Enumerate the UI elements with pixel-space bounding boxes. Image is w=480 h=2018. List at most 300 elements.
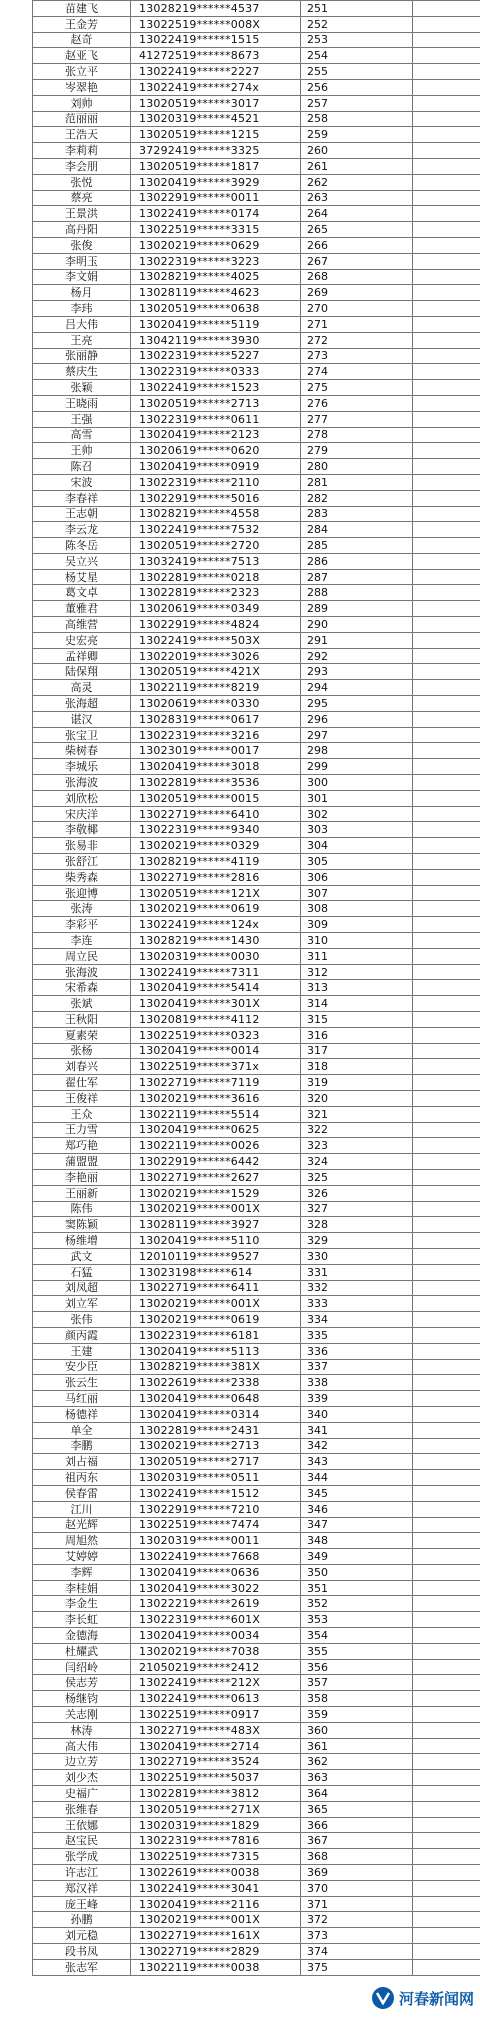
name-cell: 江川	[33, 1501, 131, 1517]
serial-number-cell: 293	[301, 664, 413, 680]
id-number-cell: 13020419******0014	[131, 1043, 301, 1059]
id-number-cell: 13020319******0511	[131, 1470, 301, 1486]
table-row	[33, 111, 480, 127]
empty-cell	[413, 1264, 480, 1280]
id-number-cell: 13022419******1512	[131, 1485, 301, 1501]
id-number-cell: 13022719******6411	[131, 1280, 301, 1296]
serial-number-cell: 301	[301, 790, 413, 806]
serial-number-cell: 286	[301, 553, 413, 569]
name-cell: 李城乐	[33, 759, 131, 775]
serial-number-cell: 285	[301, 538, 413, 554]
empty-cell	[413, 1248, 480, 1264]
id-number-cell: 13028119******4623	[131, 285, 301, 301]
name-cell: 王浩天	[33, 127, 131, 143]
table-row	[33, 253, 480, 269]
name-cell: 董雅君	[33, 601, 131, 617]
table-row	[33, 158, 480, 174]
name-cell: 刘少杰	[33, 1770, 131, 1786]
id-number-cell: 13022619******2338	[131, 1375, 301, 1391]
id-number-cell: 13022919******5016	[131, 490, 301, 506]
serial-number-cell: 305	[301, 854, 413, 870]
id-number-cell: 13022719******483X	[131, 1722, 301, 1738]
name-cell: 侯春雷	[33, 1485, 131, 1501]
table-row	[33, 143, 480, 159]
empty-cell	[413, 1675, 480, 1691]
table-row	[33, 1327, 480, 1343]
serial-number-cell: 276	[301, 395, 413, 411]
serial-number-cell: 260	[301, 143, 413, 159]
empty-cell	[413, 474, 480, 490]
empty-cell	[413, 1406, 480, 1422]
table-row	[33, 648, 480, 664]
empty-cell	[413, 364, 480, 380]
serial-number-cell: 349	[301, 1549, 413, 1565]
serial-number-cell: 294	[301, 680, 413, 696]
id-number-cell: 13022419******0174	[131, 206, 301, 222]
id-number-cell: 13020219******3616	[131, 1090, 301, 1106]
table-row	[33, 1233, 480, 1249]
serial-number-cell: 277	[301, 411, 413, 427]
table-row	[33, 1043, 480, 1059]
empty-cell	[413, 79, 480, 95]
name-cell: 张舒江	[33, 854, 131, 870]
table-row	[33, 1406, 480, 1422]
serial-number-cell: 280	[301, 459, 413, 475]
name-cell: 张云生	[33, 1375, 131, 1391]
id-number-cell: 13020219******001X	[131, 1296, 301, 1312]
serial-number-cell: 273	[301, 348, 413, 364]
table-row	[33, 48, 480, 64]
table-row	[33, 1027, 480, 1043]
serial-number-cell: 263	[301, 190, 413, 206]
empty-cell	[413, 1738, 480, 1754]
name-cell: 史宏亮	[33, 632, 131, 648]
serial-number-cell: 333	[301, 1296, 413, 1312]
serial-number-cell: 370	[301, 1880, 413, 1896]
empty-cell	[413, 411, 480, 427]
table-row	[33, 1154, 480, 1170]
name-cell: 武文	[33, 1248, 131, 1264]
table-row	[33, 1185, 480, 1201]
id-number-cell: 13022419******2227	[131, 64, 301, 80]
empty-cell	[413, 1643, 480, 1659]
table-row	[33, 1770, 480, 1786]
serial-number-cell: 322	[301, 1122, 413, 1138]
name-cell: 刘元稳	[33, 1928, 131, 1944]
serial-number-cell: 299	[301, 759, 413, 775]
name-cell: 张悦	[33, 174, 131, 190]
name-cell: 周立民	[33, 948, 131, 964]
empty-cell	[413, 1770, 480, 1786]
table-row	[33, 474, 480, 490]
table-row	[33, 443, 480, 459]
name-cell: 张迎博	[33, 885, 131, 901]
id-number-cell: 13020419******2714	[131, 1738, 301, 1754]
name-cell: 张丽静	[33, 348, 131, 364]
name-cell: 许志江	[33, 1865, 131, 1881]
table-row	[33, 759, 480, 775]
empty-cell	[413, 16, 480, 32]
id-number-cell: 13022719******2829	[131, 1944, 301, 1960]
id-number-cell: 13020419******5119	[131, 316, 301, 332]
empty-cell	[413, 1122, 480, 1138]
serial-number-cell: 264	[301, 206, 413, 222]
id-number-cell: 13028319******0617	[131, 711, 301, 727]
name-cell: 张涛	[33, 901, 131, 917]
id-number-cell: 13020219******2713	[131, 1438, 301, 1454]
id-number-cell: 13028219******1430	[131, 933, 301, 949]
empty-cell	[413, 237, 480, 253]
table-row	[33, 1564, 480, 1580]
serial-number-cell: 295	[301, 696, 413, 712]
empty-cell	[413, 1628, 480, 1644]
empty-cell	[413, 1959, 480, 1975]
name-cell: 杜耀武	[33, 1643, 131, 1659]
empty-cell	[413, 838, 480, 854]
id-number-cell: 13020419******5113	[131, 1343, 301, 1359]
roster-table-body	[33, 1, 480, 1976]
name-cell: 范丽丽	[33, 111, 131, 127]
table-row	[33, 901, 480, 917]
empty-cell	[413, 585, 480, 601]
id-number-cell: 13022419******1515	[131, 32, 301, 48]
empty-cell	[413, 1944, 480, 1960]
empty-cell	[413, 459, 480, 475]
serial-number-cell: 358	[301, 1691, 413, 1707]
table-row	[33, 1296, 480, 1312]
table-row	[33, 1801, 480, 1817]
table-row	[33, 222, 480, 238]
empty-cell	[413, 617, 480, 633]
empty-cell	[413, 696, 480, 712]
serial-number-cell: 359	[301, 1707, 413, 1723]
table-row	[33, 569, 480, 585]
empty-cell	[413, 1438, 480, 1454]
name-cell: 张杨	[33, 1043, 131, 1059]
name-cell: 夏素荣	[33, 1027, 131, 1043]
empty-cell	[413, 569, 480, 585]
id-number-cell: 13028219******4558	[131, 506, 301, 522]
name-cell: 刘帅	[33, 95, 131, 111]
id-number-cell: 13022419******7311	[131, 964, 301, 980]
empty-cell	[413, 1359, 480, 1375]
site-logo-icon	[371, 1986, 395, 2010]
name-cell: 李春祥	[33, 490, 131, 506]
serial-number-cell: 254	[301, 48, 413, 64]
empty-cell	[413, 1691, 480, 1707]
name-cell: 李明玉	[33, 253, 131, 269]
id-number-cell: 13022719******3524	[131, 1754, 301, 1770]
empty-cell	[413, 1722, 480, 1738]
empty-cell	[413, 1327, 480, 1343]
roster-table-wrapper	[32, 0, 480, 1976]
serial-number-cell: 296	[301, 711, 413, 727]
empty-cell	[413, 648, 480, 664]
empty-cell	[413, 727, 480, 743]
id-number-cell: 13022119******0038	[131, 1959, 301, 1975]
empty-cell	[413, 1596, 480, 1612]
name-cell: 吴立兴	[33, 553, 131, 569]
table-row	[33, 174, 480, 190]
id-number-cell: 13022519******7315	[131, 1849, 301, 1865]
id-number-cell: 13020219******0619	[131, 901, 301, 917]
id-number-cell: 13020419******0648	[131, 1391, 301, 1407]
name-cell: 谌汉	[33, 711, 131, 727]
empty-cell	[413, 1043, 480, 1059]
serial-number-cell: 343	[301, 1454, 413, 1470]
name-cell: 苗建飞	[33, 1, 131, 17]
name-cell: 艾婷婷	[33, 1549, 131, 1565]
table-row	[33, 696, 480, 712]
name-cell: 王强	[33, 411, 131, 427]
id-number-cell: 13022819******2431	[131, 1422, 301, 1438]
serial-number-cell: 335	[301, 1327, 413, 1343]
empty-cell	[413, 869, 480, 885]
id-number-cell: 13022819******0218	[131, 569, 301, 585]
id-number-cell: 13020419******5110	[131, 1233, 301, 1249]
serial-number-cell: 308	[301, 901, 413, 917]
table-row	[33, 727, 480, 743]
empty-cell	[413, 1896, 480, 1912]
empty-cell	[413, 158, 480, 174]
id-number-cell: 13020519******2713	[131, 395, 301, 411]
name-cell: 郑巧艳	[33, 1138, 131, 1154]
table-row	[33, 1833, 480, 1849]
serial-number-cell: 368	[301, 1849, 413, 1865]
id-number-cell: 13020519******2717	[131, 1454, 301, 1470]
empty-cell	[413, 506, 480, 522]
serial-number-cell: 282	[301, 490, 413, 506]
serial-number-cell: 300	[301, 775, 413, 791]
name-cell: 王帅	[33, 443, 131, 459]
table-row	[33, 885, 480, 901]
id-number-cell: 13022519******0917	[131, 1707, 301, 1723]
serial-number-cell: 355	[301, 1643, 413, 1659]
empty-cell	[413, 1138, 480, 1154]
empty-cell	[413, 1012, 480, 1028]
serial-number-cell: 354	[301, 1628, 413, 1644]
serial-number-cell: 274	[301, 364, 413, 380]
table-row	[33, 348, 480, 364]
id-number-cell: 13020419******0636	[131, 1564, 301, 1580]
site-watermark	[371, 1986, 474, 2010]
serial-number-cell: 348	[301, 1533, 413, 1549]
id-number-cell: 13020419******2123	[131, 427, 301, 443]
serial-number-cell: 326	[301, 1185, 413, 1201]
id-number-cell: 13022519******008X	[131, 16, 301, 32]
serial-number-cell: 344	[301, 1470, 413, 1486]
id-number-cell: 13022319******7816	[131, 1833, 301, 1849]
table-row	[33, 1438, 480, 1454]
id-number-cell: 13028219******381X	[131, 1359, 301, 1375]
serial-number-cell: 345	[301, 1485, 413, 1501]
empty-cell	[413, 1422, 480, 1438]
name-cell: 李连	[33, 933, 131, 949]
empty-cell	[413, 538, 480, 554]
table-row	[33, 127, 480, 143]
empty-cell	[413, 1312, 480, 1328]
table-row	[33, 1659, 480, 1675]
table-row	[33, 1075, 480, 1091]
serial-number-cell: 356	[301, 1659, 413, 1675]
empty-cell	[413, 1280, 480, 1296]
serial-number-cell: 315	[301, 1012, 413, 1028]
id-number-cell: 13032419******7513	[131, 553, 301, 569]
id-number-cell: 13020519******121X	[131, 885, 301, 901]
empty-cell	[413, 1375, 480, 1391]
table-row	[33, 269, 480, 285]
name-cell: 李彩平	[33, 917, 131, 933]
name-cell: 宋希森	[33, 980, 131, 996]
id-number-cell: 12010119******9527	[131, 1248, 301, 1264]
name-cell: 张维春	[33, 1801, 131, 1817]
name-cell: 李鹏	[33, 1438, 131, 1454]
id-number-cell: 13020219******7038	[131, 1643, 301, 1659]
name-cell: 张宝卫	[33, 727, 131, 743]
id-number-cell: 13020419******3018	[131, 759, 301, 775]
name-cell: 李桂娟	[33, 1580, 131, 1596]
id-number-cell: 41272519******8673	[131, 48, 301, 64]
empty-cell	[413, 1912, 480, 1928]
table-row	[33, 1643, 480, 1659]
table-row	[33, 1944, 480, 1960]
empty-cell	[413, 1928, 480, 1944]
empty-cell	[413, 1296, 480, 1312]
name-cell: 李辉	[33, 1564, 131, 1580]
id-number-cell: 13028119******3927	[131, 1217, 301, 1233]
table-row	[33, 1470, 480, 1486]
table-row	[33, 1612, 480, 1628]
id-number-cell: 21050219******2412	[131, 1659, 301, 1675]
empty-cell	[413, 790, 480, 806]
serial-number-cell: 307	[301, 885, 413, 901]
empty-cell	[413, 127, 480, 143]
table-row	[33, 1248, 480, 1264]
serial-number-cell: 292	[301, 648, 413, 664]
table-row	[33, 490, 480, 506]
name-cell: 杨艾星	[33, 569, 131, 585]
name-cell: 段书凤	[33, 1944, 131, 1960]
table-row	[33, 538, 480, 554]
serial-number-cell: 310	[301, 933, 413, 949]
table-row	[33, 1454, 480, 1470]
empty-cell	[413, 996, 480, 1012]
id-number-cell: 13020219******0329	[131, 838, 301, 854]
name-cell: 赵亚飞	[33, 48, 131, 64]
name-cell: 王建	[33, 1343, 131, 1359]
name-cell: 蒲盟盟	[33, 1154, 131, 1170]
serial-number-cell: 321	[301, 1106, 413, 1122]
empty-cell	[413, 190, 480, 206]
name-cell: 王众	[33, 1106, 131, 1122]
table-row	[33, 427, 480, 443]
table-row	[33, 775, 480, 791]
id-number-cell: 13020819******4112	[131, 1012, 301, 1028]
table-row	[33, 1280, 480, 1296]
empty-cell	[413, 1533, 480, 1549]
serial-number-cell: 291	[301, 632, 413, 648]
empty-cell	[413, 743, 480, 759]
id-number-cell: 13020319******4521	[131, 111, 301, 127]
empty-cell	[413, 1233, 480, 1249]
id-number-cell: 13022719******7119	[131, 1075, 301, 1091]
id-number-cell: 13020419******301X	[131, 996, 301, 1012]
id-number-cell: 13020419******3929	[131, 174, 301, 190]
name-cell: 李文娟	[33, 269, 131, 285]
id-number-cell: 13022119******5514	[131, 1106, 301, 1122]
empty-cell	[413, 1201, 480, 1217]
id-number-cell: 13022719******2816	[131, 869, 301, 885]
id-number-cell: 13022519******371x	[131, 1059, 301, 1075]
table-row	[33, 617, 480, 633]
table-row	[33, 1928, 480, 1944]
serial-number-cell: 266	[301, 237, 413, 253]
serial-number-cell: 327	[301, 1201, 413, 1217]
table-row	[33, 743, 480, 759]
table-row	[33, 1959, 480, 1975]
name-cell: 王晓雨	[33, 395, 131, 411]
watermark-text: 河春新闻网	[398, 1990, 474, 2008]
serial-number-cell: 311	[301, 948, 413, 964]
table-row	[33, 1912, 480, 1928]
name-cell: 陈伟	[33, 1201, 131, 1217]
id-number-cell: 13020419******2116	[131, 1896, 301, 1912]
name-cell: 刘欣松	[33, 790, 131, 806]
name-cell: 李金生	[33, 1596, 131, 1612]
table-row	[33, 1391, 480, 1407]
id-number-cell: 13020419******0314	[131, 1406, 301, 1422]
id-number-cell: 13020419******0919	[131, 459, 301, 475]
serial-number-cell: 270	[301, 301, 413, 317]
serial-number-cell: 309	[301, 917, 413, 933]
name-cell: 宋波	[33, 474, 131, 490]
name-cell: 翟仕军	[33, 1075, 131, 1091]
name-cell: 王金芳	[33, 16, 131, 32]
table-row	[33, 869, 480, 885]
table-row	[33, 1849, 480, 1865]
name-cell: 史福广	[33, 1786, 131, 1802]
table-row	[33, 1201, 480, 1217]
serial-number-cell: 362	[301, 1754, 413, 1770]
table-row	[33, 601, 480, 617]
id-number-cell: 13022119******8219	[131, 680, 301, 696]
id-number-cell: 13022419******7532	[131, 522, 301, 538]
empty-cell	[413, 222, 480, 238]
serial-number-cell: 351	[301, 1580, 413, 1596]
serial-number-cell: 367	[301, 1833, 413, 1849]
id-number-cell: 13022419******1523	[131, 380, 301, 396]
id-number-cell: 13022919******7210	[131, 1501, 301, 1517]
name-cell: 张俊	[33, 237, 131, 253]
serial-number-cell: 336	[301, 1343, 413, 1359]
serial-number-cell: 288	[301, 585, 413, 601]
empty-cell	[413, 1, 480, 17]
empty-cell	[413, 1059, 480, 1075]
id-number-cell: 13020519******0015	[131, 790, 301, 806]
serial-number-cell: 318	[301, 1059, 413, 1075]
name-cell: 杨继钧	[33, 1691, 131, 1707]
table-row	[33, 1090, 480, 1106]
name-cell: 高大伟	[33, 1738, 131, 1754]
id-number-cell: 13020619******0330	[131, 696, 301, 712]
name-cell: 单全	[33, 1422, 131, 1438]
table-row	[33, 1691, 480, 1707]
serial-number-cell: 278	[301, 427, 413, 443]
serial-number-cell: 350	[301, 1564, 413, 1580]
serial-number-cell: 334	[301, 1312, 413, 1328]
id-number-cell: 13022119******0026	[131, 1138, 301, 1154]
serial-number-cell: 339	[301, 1391, 413, 1407]
